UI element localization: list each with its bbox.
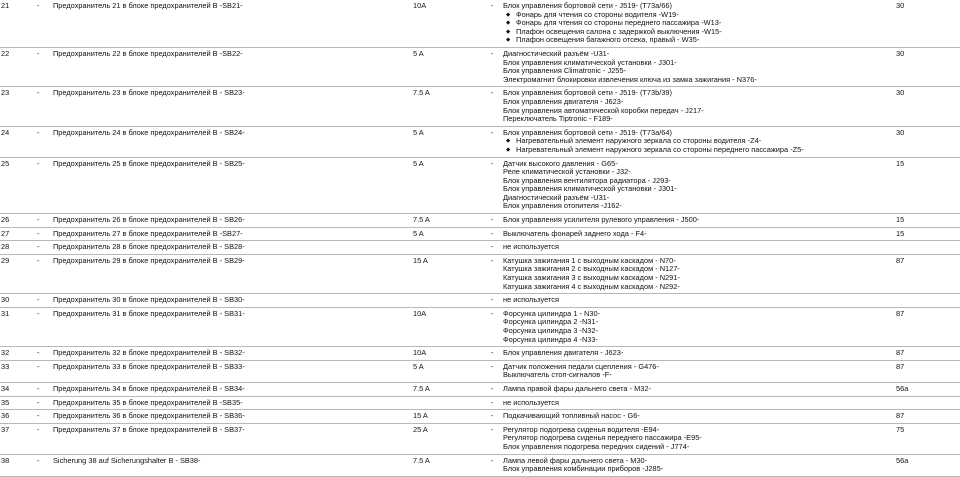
consumer-sublist — [503, 11, 895, 45]
fuse-description: Предохранитель 35 в блоке предохранителей B -SB35- — [53, 397, 243, 407]
consumer-item: не используется — [503, 242, 559, 252]
fuse-consumers — [502, 360, 895, 382]
separator-dash: - — [491, 455, 494, 465]
fuse-row — [0, 254, 960, 293]
consumer-item: Блок управления вентилятора радиатора - J293- — [503, 175, 671, 185]
fuse-row — [0, 423, 960, 454]
fuse-amperage: 5 A — [413, 228, 424, 238]
separator-dash: - — [37, 295, 40, 305]
circuit-terminal: 87 — [896, 411, 905, 421]
consumer-subitem: ◆ Фонарь для чтения со стороны переднего пассажира -W13- — [503, 19, 895, 28]
fuse-description: Предохранитель 32 в блоке предохранителей B - SB32- — [53, 348, 245, 358]
fuse-row — [0, 347, 960, 361]
fuse-consumers — [502, 254, 895, 293]
fuse-consumers — [502, 307, 895, 346]
circuit-terminal: 30 — [896, 127, 905, 137]
separator-dash: - — [37, 348, 40, 358]
consumer-item: Блок управления климатической установки - J301- — [503, 184, 677, 194]
consumer-item: Диагностический разъём -U31- — [503, 192, 610, 202]
circuit-terminal: 15 — [896, 158, 905, 168]
separator-dash: - — [491, 158, 494, 168]
fuse-description: Sicherung 38 auf Sicherungshalter B - SB38- — [53, 455, 201, 465]
fuse-number: 31 — [1, 308, 10, 318]
fuse-description: Предохранитель 21 в блоке предохранителей B -SB21- — [53, 1, 243, 10]
fuse-consumers — [502, 214, 895, 228]
separator-dash: - — [491, 308, 494, 318]
fuse-number: 38 — [1, 455, 10, 465]
separator-dash: - — [491, 424, 494, 434]
separator-dash: - — [37, 424, 40, 434]
fuse-amperage: 5 A — [413, 127, 424, 137]
fuse-number: 23 — [1, 88, 10, 98]
consumer-item: Блок управления климатической установки - J301- — [503, 57, 677, 67]
consumer-item: Катушка зажигания 3 с выходным каскадом - N291- — [503, 273, 680, 283]
fuse-consumers — [502, 423, 895, 454]
separator-dash: - — [37, 308, 40, 318]
fuse-consumers — [502, 87, 895, 126]
fuse-description: Предохранитель 23 в блоке предохранителей B - SB23- — [53, 88, 245, 98]
separator-dash: - — [491, 348, 494, 358]
circuit-terminal: 15 — [896, 215, 905, 225]
fuse-amperage: 15 A — [413, 255, 428, 265]
fuse-amperage: 5 A — [413, 48, 424, 58]
consumer-item: не используется — [503, 295, 559, 305]
circuit-terminal: 87 — [896, 308, 905, 318]
consumer-item: Диагностический разъём -U31- — [503, 48, 610, 58]
circuit-terminal: 87 — [896, 361, 905, 371]
fuse-description: Предохранитель 31 в блоке предохранителей B - SB31- — [53, 308, 245, 318]
fuse-number: 30 — [1, 295, 10, 305]
consumer-item: Блок управления усилителя рулевого управления - J500- — [503, 215, 700, 225]
fuse-number: 37 — [1, 424, 10, 434]
consumer-subitem: ◆ Нагревательный элемент наружного зеркала со стороны переднего пассажира -Z5- — [503, 146, 895, 155]
fuse-amperage: 5 A — [413, 158, 424, 168]
fuse-consumers — [502, 0, 895, 47]
consumer-item: Подкачивающий топливный насос - G6- — [503, 411, 640, 421]
fuse-description: Предохранитель 28 в блоке предохранителей B - SB28- — [53, 242, 245, 252]
fuse-consumers — [502, 157, 895, 214]
circuit-terminal — [895, 294, 960, 308]
circuit-terminal: 87 — [896, 255, 905, 265]
fuse-row — [0, 410, 960, 424]
separator-dash: - — [491, 228, 494, 238]
separator-dash: - — [491, 48, 494, 58]
circuit-terminal: 87 — [896, 348, 905, 358]
consumer-item: Выключатель стоп-сигналов -F- — [503, 370, 612, 380]
consumer-item: Блок управления бортовой сети - J519- (T73a/66) — [503, 1, 672, 10]
separator-dash: - — [37, 242, 40, 252]
separator-dash: - — [491, 411, 494, 421]
circuit-terminal — [895, 396, 960, 410]
circuit-terminal: 56a — [896, 383, 909, 393]
separator-dash: - — [491, 215, 494, 225]
consumer-item: Форсунка цилиндра 3 -N32- — [503, 326, 598, 335]
separator-dash: - — [37, 215, 40, 225]
consumer-item: Блок управления Climatronic - J255- — [503, 66, 626, 76]
consumer-item: Лампа правой фары дальнего света - M32- — [503, 383, 651, 393]
consumer-subitem: ◆ Плафон освещения салона с задержкой выключения -W15- — [503, 28, 895, 37]
separator-dash: - — [37, 255, 40, 265]
consumer-item: Блок управления бортовой сети - J519- (T73b/39) — [503, 88, 672, 98]
fuse-row — [0, 227, 960, 241]
separator-dash: - — [491, 88, 494, 98]
fuse-amperage: 7.5 A — [413, 88, 430, 98]
fuse-description: Предохранитель 36 в блоке предохранителей B - SB36- — [53, 411, 245, 421]
fuse-consumers — [502, 347, 895, 361]
fuse-description: Предохранитель 34 в блоке предохранителей B - SB34- — [53, 383, 245, 393]
fuse-description: Предохранитель 29 в блоке предохранителей B - SB29- — [53, 255, 245, 265]
fuse-row — [0, 87, 960, 126]
fuse-amperage: 10A — [413, 308, 427, 318]
fuse-row — [0, 396, 960, 410]
fuse-description: Предохранитель 22 в блоке предохранителей B -SB22- — [53, 48, 243, 58]
fuse-amperage — [412, 396, 490, 410]
separator-dash: - — [37, 127, 40, 137]
fuse-number: 24 — [1, 127, 10, 137]
consumer-item: Датчик высокого давления - G65- — [503, 158, 618, 168]
consumer-item: Катушка зажигания 4 с выходным каскадом - N292- — [503, 281, 680, 291]
consumer-item: Реле климатической установки - J32- — [503, 167, 631, 177]
consumer-item: Регулятор подогрева сиденья водителя -E94- — [503, 424, 660, 434]
circuit-terminal: 30 — [896, 88, 905, 98]
consumer-item: Блок управления двигателя - J623- — [503, 96, 624, 106]
separator-dash: - — [37, 411, 40, 421]
fuse-amperage: 7.5 A — [413, 383, 430, 393]
fuse-amperage: 10A — [413, 1, 427, 10]
separator-dash: - — [37, 48, 40, 58]
fuse-consumers — [502, 410, 895, 424]
separator-dash: - — [37, 228, 40, 238]
consumer-subitem: ◆ Нагревательный элемент наружного зеркала со стороны водителя -Z4- — [503, 137, 895, 146]
consumer-item: Катушка зажигания 2 с выходным каскадом - N127- — [503, 264, 680, 274]
fuse-number: 26 — [1, 215, 10, 225]
fuse-description: Предохранитель 25 в блоке предохранителей B - SB25- — [53, 158, 245, 168]
fuse-number: 25 — [1, 158, 10, 168]
fuse-number: 28 — [1, 242, 10, 252]
fuse-number: 32 — [1, 348, 10, 358]
fuse-consumers — [502, 126, 895, 157]
fuse-consumers — [502, 241, 895, 255]
fuse-number: 34 — [1, 383, 10, 393]
fuse-amperage: 10A — [413, 348, 427, 358]
circuit-terminal: 30 — [896, 1, 905, 10]
fuse-number: 35 — [1, 397, 10, 407]
circuit-terminal: 56a — [896, 455, 909, 465]
fuse-description: Предохранитель 26 в блоке предохранителей B - SB26- — [53, 215, 245, 225]
separator-dash: - — [37, 88, 40, 98]
fuse-row — [0, 360, 960, 382]
consumer-item: Электромагнит блокировки извлечения ключа из замка зажигания - N376- — [503, 74, 757, 84]
fuse-row — [0, 307, 960, 346]
fuse-amperage: 25 A — [413, 424, 428, 434]
consumer-item: Выключатель фонарей заднего хода - F4- — [503, 228, 647, 238]
consumer-subitem: ◆ Плафон освещения багажного отсека, правый - W35- — [503, 36, 895, 45]
separator-dash: - — [491, 127, 494, 137]
fuse-number: 33 — [1, 361, 10, 371]
circuit-terminal: 30 — [896, 48, 905, 58]
consumer-sublist — [503, 137, 895, 154]
fuse-row — [0, 157, 960, 214]
separator-dash: - — [37, 361, 40, 371]
consumer-subitem: ◆ Фонарь для чтения со стороны водителя -W19- — [503, 11, 895, 20]
consumer-item: Блок управления бортовой сети - J519- (T73a/64) — [503, 127, 672, 137]
fuse-consumers — [502, 454, 895, 476]
circuit-terminal: 15 — [896, 228, 905, 238]
fuse-row — [0, 0, 960, 47]
fuse-row — [0, 382, 960, 396]
fuse-consumers — [502, 294, 895, 308]
consumer-item: Катушка зажигания 1 с выходным каскадом - N70- — [503, 255, 676, 265]
fuse-consumers — [502, 382, 895, 396]
fuse-amperage — [412, 241, 490, 255]
fuse-row — [0, 241, 960, 255]
fuse-row — [0, 294, 960, 308]
fuse-row — [0, 126, 960, 157]
fuse-consumers — [502, 227, 895, 241]
fuse-amperage — [412, 294, 490, 308]
fuse-number: 27 — [1, 228, 10, 238]
consumer-item: Блок управления комбинации приборов -J285- — [503, 464, 664, 474]
separator-dash: - — [491, 361, 494, 371]
fuse-amperage: 7.5 A — [413, 215, 430, 225]
fuse-number: 21 — [1, 1, 10, 10]
consumer-item: Лампа левой фары дальнего света - M30- — [503, 455, 648, 465]
fuse-description: Предохранитель 27 в блоке предохранителей B -SB27- — [53, 228, 243, 238]
separator-dash: - — [491, 255, 494, 265]
separator-dash: - — [491, 1, 494, 10]
fuse-row — [0, 214, 960, 228]
consumer-item: Форсунка цилиндра 2 -N31- — [503, 317, 598, 327]
separator-dash: - — [491, 295, 494, 305]
fuse-amperage: 5 A — [413, 361, 424, 371]
fuse-consumers — [502, 47, 895, 86]
consumer-item: Блок управления автоматической коробки передач - J217- — [503, 105, 704, 115]
circuit-terminal — [895, 241, 960, 255]
fuse-row — [0, 47, 960, 86]
separator-dash: - — [37, 397, 40, 407]
separator-dash: - — [37, 158, 40, 168]
consumer-item: Форсунка цилиндра 1 - N30- — [503, 308, 601, 318]
separator-dash: - — [491, 397, 494, 407]
consumer-item: Блок управления отопителя -J162- — [503, 201, 622, 211]
circuit-terminal: 75 — [896, 424, 905, 434]
fuse-description: Предохранитель 33 в блоке предохранителей B - SB33- — [53, 361, 245, 371]
fuse-description: Предохранитель 37 в блоке предохранителей B - SB37- — [53, 424, 245, 434]
consumer-item: Переключатель Tiptronic - F189- — [503, 114, 613, 124]
consumer-item: Блок управления двигателя - J623- — [503, 348, 624, 358]
fuse-amperage: 15 A — [413, 411, 428, 421]
separator-dash: - — [491, 383, 494, 393]
fuse-number: 22 — [1, 48, 10, 58]
fuse-description: Предохранитель 24 в блоке предохранителей B - SB24- — [53, 127, 245, 137]
separator-dash: - — [37, 1, 40, 10]
separator-dash: - — [491, 242, 494, 252]
fuse-number: 36 — [1, 411, 10, 421]
consumer-item: Датчик положения педали сцепления - G476- — [503, 361, 659, 371]
consumer-item: Форсунка цилиндра 4 -N33- — [503, 334, 598, 344]
consumer-item: не используется — [503, 397, 559, 407]
fuse-row — [0, 454, 960, 476]
consumer-item: Блок управления подогрева передних сидений - J774- — [503, 441, 690, 451]
separator-dash: - — [37, 455, 40, 465]
consumer-item: Регулятор подогрева сиденья переднего пассажира -E95- — [503, 433, 702, 443]
fuse-amperage: 7.5 A — [413, 455, 430, 465]
separator-dash: - — [37, 383, 40, 393]
fuse-consumers — [502, 396, 895, 410]
fuse-description: Предохранитель 30 в блоке предохранителей B - SB30- — [53, 295, 245, 305]
fuse-number: 29 — [1, 255, 10, 265]
